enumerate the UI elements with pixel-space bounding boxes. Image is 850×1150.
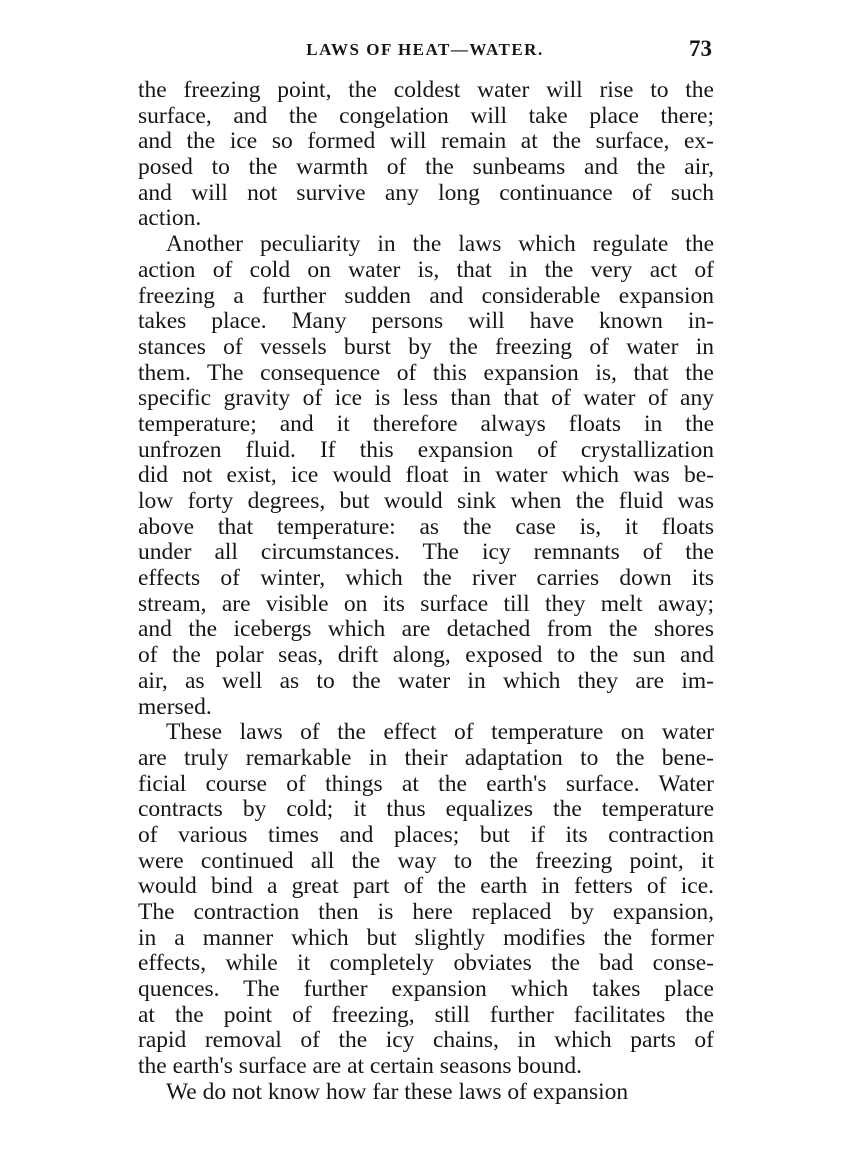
text-line: at the point of freezing, still further facilitates the xyxy=(138,1001,714,1028)
text-line: the freezing point, the coldest water will rise to the xyxy=(138,77,714,103)
text-line: effects, while it completely obviates the bad conse- xyxy=(138,950,714,977)
text-line: We do not know how far these laws of expansion xyxy=(166,1078,629,1105)
text-line: and the icebergs which are detached from the shores xyxy=(138,616,714,643)
text-line: rapid removal of the icy chains, in which parts of xyxy=(138,1027,714,1054)
text-line: and the ice so formed will remain at the surface, ex- xyxy=(138,128,714,155)
text-line: contracts by cold; it thus equalizes the temperature xyxy=(138,796,714,823)
text-line: stances of vessels burst by the freezing of water in xyxy=(138,333,714,360)
text-line: of various times and places; but if its contraction xyxy=(138,821,714,848)
text-line: Another peculiarity in the laws which regulate the xyxy=(166,231,714,258)
text-line: ficial course of things at the earth's surface. Water xyxy=(138,770,714,797)
text-line: and will not survive any long continuance of such xyxy=(138,179,714,206)
text-line: action of cold on water is, that in the very act of xyxy=(138,256,714,283)
text-line: were continued all the way to the freezing point, it xyxy=(138,847,714,874)
text-line: These laws of the effect of temperature on water xyxy=(166,719,714,746)
text-line: are truly remarkable in their adaptation to the bene- xyxy=(138,744,714,771)
text-line: above that temperature: as the case is, it floats xyxy=(138,513,714,540)
page-number: 73 xyxy=(689,36,712,61)
text-line: takes place. Many persons will have known in- xyxy=(138,308,714,335)
text-line: surface, and the congelation will take place there; xyxy=(138,102,714,129)
text-line: specific gravity of ice is less than that of water of any xyxy=(138,385,714,412)
text-line: air, as well as to the water in which they are im- xyxy=(138,667,714,694)
running-head xyxy=(138,36,712,68)
text-line: temperature; and it therefore always floats in the xyxy=(138,410,714,437)
body-text xyxy=(138,78,714,1106)
text-line: low forty degrees, but would sink when the fluid was xyxy=(138,488,714,514)
text-line: did not exist, ice would float in water which was be- xyxy=(138,462,714,489)
text-line: the earth's surface are at certain seasons bound. xyxy=(138,1053,583,1080)
text-line: quences. The further expansion which takes place xyxy=(138,976,714,1003)
text-line: effects of winter, which the river carries down its xyxy=(138,565,714,592)
text-line: them. The consequence of this expansion is, that the xyxy=(138,359,714,386)
text-line: unfrozen fluid. If this expansion of crystallization xyxy=(138,436,714,463)
text-line: action. xyxy=(138,205,202,232)
text-line: mersed. xyxy=(138,693,212,720)
text-line: freezing a further sudden and considerable expansion xyxy=(138,282,714,309)
text-line: under all circumstances. The icy remnants of the xyxy=(138,539,714,566)
running-title: LAWS OF HEAT—WATER. xyxy=(306,40,544,59)
text-line: stream, are visible on its surface till they melt away; xyxy=(138,590,714,617)
text-line: would bind a great part of the earth in fetters of ice. xyxy=(138,873,714,900)
text-line: posed to the warmth of the sunbeams and the air, xyxy=(138,154,714,181)
text-line: in a manner which but slightly modifies the former xyxy=(138,924,714,951)
text-line: of the polar seas, drift along, exposed to the sun and xyxy=(138,642,714,669)
text-line: The contraction then is here replaced by expansion, xyxy=(138,899,714,925)
